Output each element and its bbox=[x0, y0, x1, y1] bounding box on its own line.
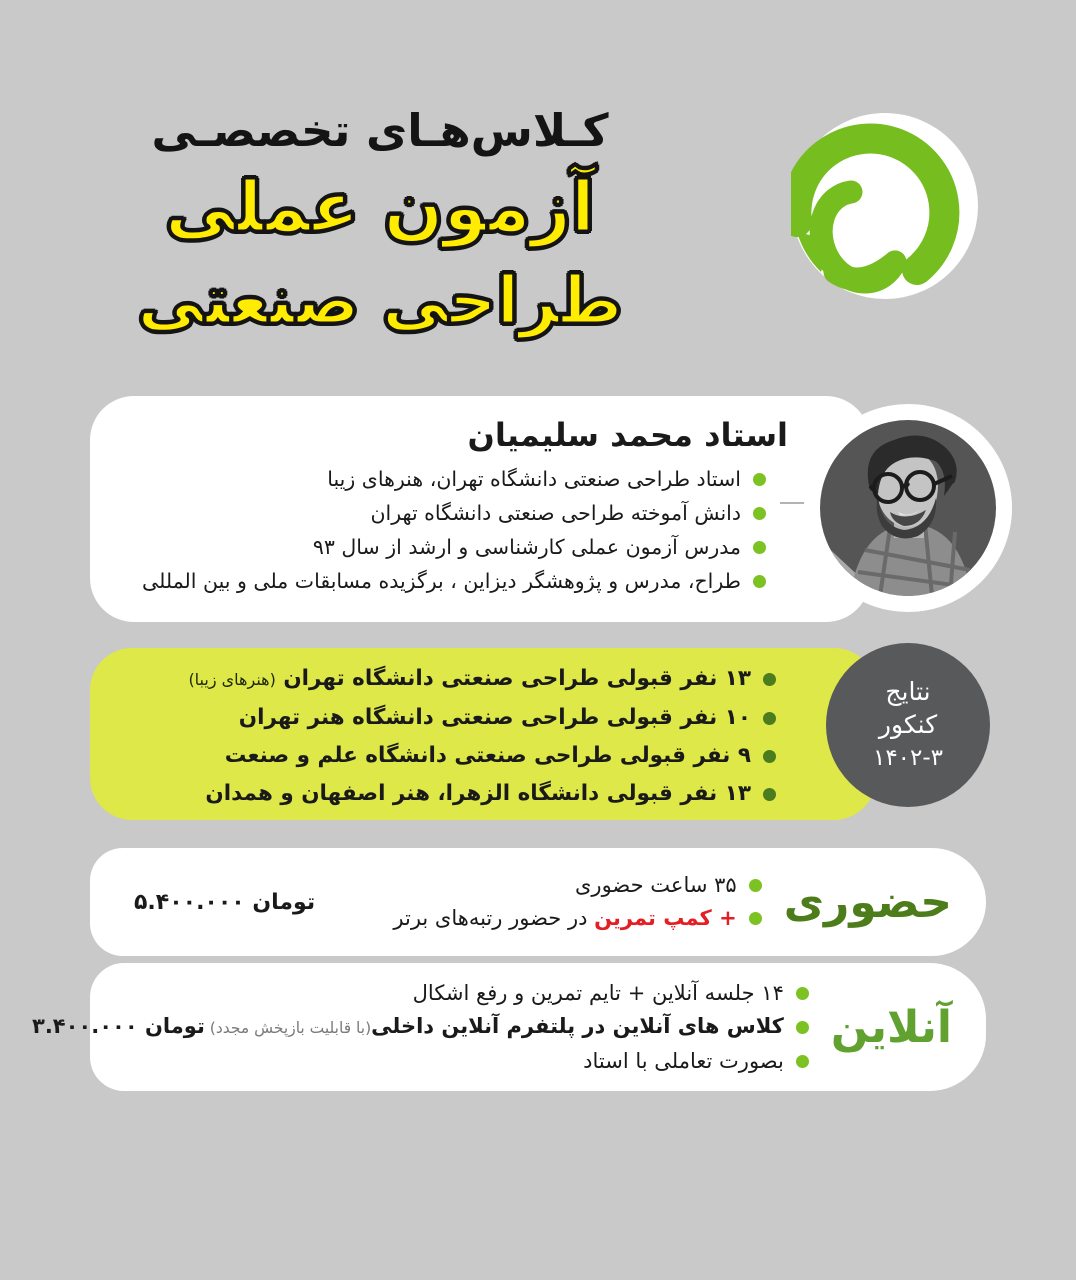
in-person-bullet-text: ۳۵ ساعت حضوری bbox=[575, 873, 737, 897]
instructor-bullet-text: استاد طراحی صنعتی دانشگاه تهران، هنرهای زیبا bbox=[327, 467, 741, 491]
instructor-bullet bbox=[120, 564, 766, 598]
instructor-photo bbox=[820, 420, 996, 596]
result-bullet-text: ۹ نفر قبولی طراحی صنعتی دانشگاه علم و صنعت bbox=[224, 743, 751, 768]
result-bullet bbox=[110, 699, 776, 737]
bullet-dot-icon bbox=[763, 788, 776, 801]
bullet-dot-icon bbox=[749, 912, 762, 925]
instructor-bullet-text: دانش آموخته طراحی صنعتی دانشگاه تهران bbox=[370, 501, 741, 525]
in-person-price: ۵.۴۰۰.۰۰۰ تومان bbox=[134, 889, 316, 915]
online-bullet-text: ۱۴ جلسه آنلاین + تایم تمرین و رفع اشکال bbox=[412, 980, 784, 1005]
results-card bbox=[90, 648, 876, 820]
instructor-bullet-text: مدرس آزمون عملی کارشناسی و ارشد از سال ۹۳ bbox=[312, 535, 741, 559]
in-person-card bbox=[90, 848, 986, 956]
bullet-dot-icon bbox=[753, 575, 766, 588]
title-line-3: طراحی صنعتی bbox=[137, 262, 623, 339]
bullet-dot-icon bbox=[763, 673, 776, 686]
badge-line-2: کنکور bbox=[878, 710, 938, 739]
result-bullet bbox=[110, 660, 776, 699]
online-platform-text: کلاس های آنلاین در پلتفرم آنلاین داخلی bbox=[371, 1013, 784, 1038]
in-person-label: حضوری bbox=[783, 876, 952, 928]
result-bullet-text: ۱۳ نفر قبولی طراحی صنعتی دانشگاه تهران (هنرهای زیبا) bbox=[188, 666, 751, 691]
title-line-2: آزمون عملی bbox=[165, 166, 595, 248]
online-label: آنلاین bbox=[830, 1001, 952, 1053]
in-person-bullet-list bbox=[393, 869, 761, 935]
replay-note: (با قابلیت بازپخش مجدد) bbox=[204, 1018, 372, 1037]
online-bullet-text: بصورت تعاملی با استاد bbox=[583, 1048, 784, 1073]
bullet-dot-icon bbox=[763, 712, 776, 725]
online-bullet bbox=[32, 977, 809, 1010]
title-line-1: کـلاس‌هـای تخصصـی bbox=[151, 104, 609, 157]
result-bullet bbox=[110, 775, 776, 813]
instructor-bullet bbox=[120, 496, 766, 530]
bullet-dot-icon bbox=[796, 1055, 809, 1068]
green-swirl-logo-icon bbox=[791, 112, 979, 300]
instructor-bullet-text: طراح، مدرس و پژوهشگر دیزاین ، برگزیده مسابقات ملی و بین المللی bbox=[142, 569, 741, 593]
bullet-dot-icon bbox=[753, 507, 766, 520]
online-bullet-text bbox=[32, 1010, 784, 1045]
camp-highlight: + کمپ تمرین bbox=[594, 906, 737, 930]
online-bullet-list bbox=[32, 977, 809, 1078]
in-person-bullet bbox=[393, 869, 761, 902]
instructor-bullet-list bbox=[90, 460, 870, 598]
header-titles bbox=[60, 100, 700, 350]
instructor-name: استاد محمد سلیمیان bbox=[467, 416, 788, 454]
bullet-dot-icon bbox=[749, 879, 762, 892]
result-bullet bbox=[110, 737, 776, 775]
bullet-dot-icon bbox=[796, 987, 809, 1000]
results-bullet-list bbox=[90, 648, 876, 813]
badge-line-1: نتایج bbox=[885, 677, 931, 706]
bullet-dot-icon bbox=[763, 750, 776, 763]
badge-year: ۱۴۰۲-۳ bbox=[872, 745, 944, 771]
instructor-card bbox=[90, 396, 870, 622]
in-person-bullet bbox=[393, 902, 761, 935]
result-bullet-text: ۱۳ نفر قبولی دانشگاه الزهرا، هنر اصفهان و همدان bbox=[205, 781, 751, 806]
online-price: ۳.۴۰۰.۰۰۰ تومان bbox=[32, 1013, 205, 1038]
in-person-bullet-text: + کمپ تمرین در حضور رتبه‌های برتر bbox=[393, 906, 737, 930]
bullet-dot-icon bbox=[753, 473, 766, 486]
result-bullet-text: ۱۰ نفر قبولی طراحی صنعتی دانشگاه هنر تهران bbox=[238, 705, 751, 730]
instructor-bullet bbox=[120, 530, 766, 564]
instructor-bullet bbox=[120, 462, 766, 496]
online-bullet bbox=[32, 1010, 809, 1045]
konkur-results-badge bbox=[826, 643, 990, 807]
bullet-dot-icon bbox=[796, 1021, 809, 1034]
online-bullet bbox=[32, 1045, 809, 1078]
result-bullet-note: (هنرهای زیبا) bbox=[188, 670, 276, 689]
online-card bbox=[32, 963, 986, 1091]
bullet-dot-icon bbox=[753, 541, 766, 554]
